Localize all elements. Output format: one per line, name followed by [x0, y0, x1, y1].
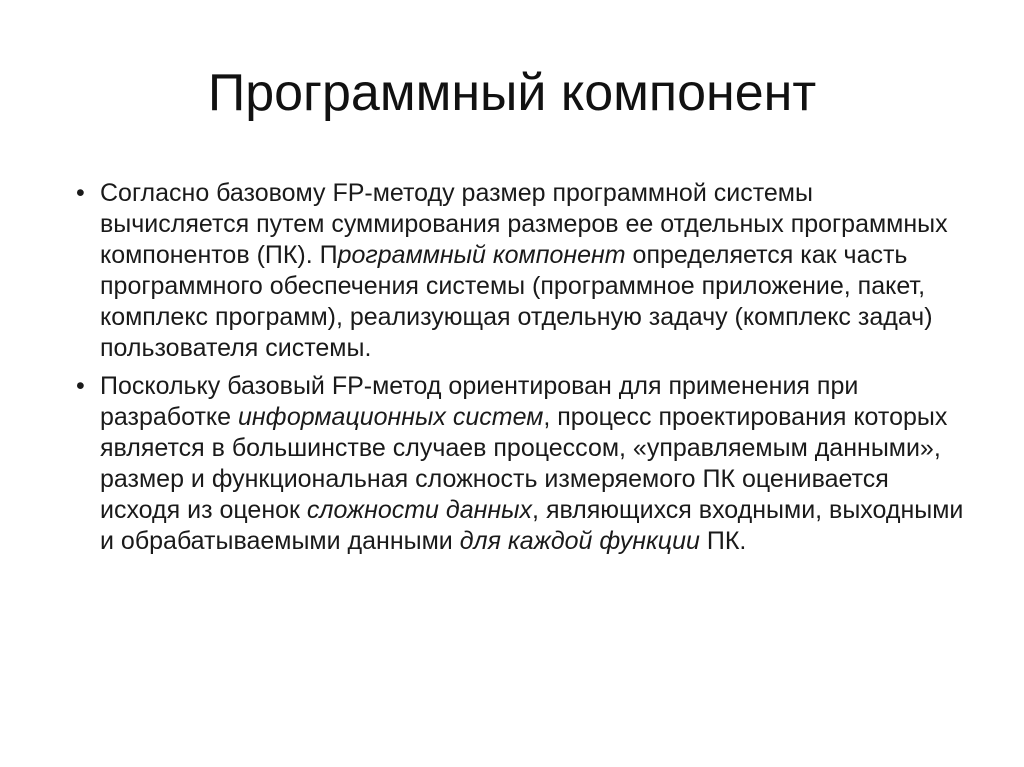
bullet-2-emphasis-data-complexity: сложности данных — [306, 496, 533, 524]
bullet-2-emphasis-info-systems: информационных систем — [238, 403, 544, 431]
bullet-item-2 — [76, 371, 968, 557]
bullet-mark: • — [76, 179, 85, 207]
bullet-list — [76, 178, 968, 564]
bullet-2-text-c: , являющихся входными, выходными и обрабатываемыми данными — [100, 496, 964, 555]
bullet-1-text-a: Согласно базовому FP-методу размер программной системы вычисляется путем суммирования размеров ее отдельных программных компонентов (ПК). П — [100, 179, 948, 269]
bullet-mark: • — [76, 372, 85, 400]
bullet-1-text-b: определяется как часть программного обеспечения системы (программное приложение, пакет, комплекс программ), реализующая отдельную задачу (комплекс задач) пользователя системы. — [100, 241, 933, 362]
bullet-2-emphasis-each-function: для каждой функции — [459, 527, 700, 555]
bullet-2-text-d: ПК. — [699, 527, 747, 555]
bullet-item-1 — [76, 178, 968, 364]
bullet-2-text-a: Поскольку базовый FP-метод ориентирован для применения при разработке — [100, 372, 859, 431]
slide-title: Программный компонент — [207, 64, 817, 122]
bullet-2-text-b: , процесс проектирования которых является в большинстве случаев процессом, «управляемым данными», размер и функциональная сложность измеряемого ПК оценивается исходя из оценок — [100, 403, 948, 524]
bullet-1-emphasis-program-component: рограммный компонент — [337, 241, 626, 269]
